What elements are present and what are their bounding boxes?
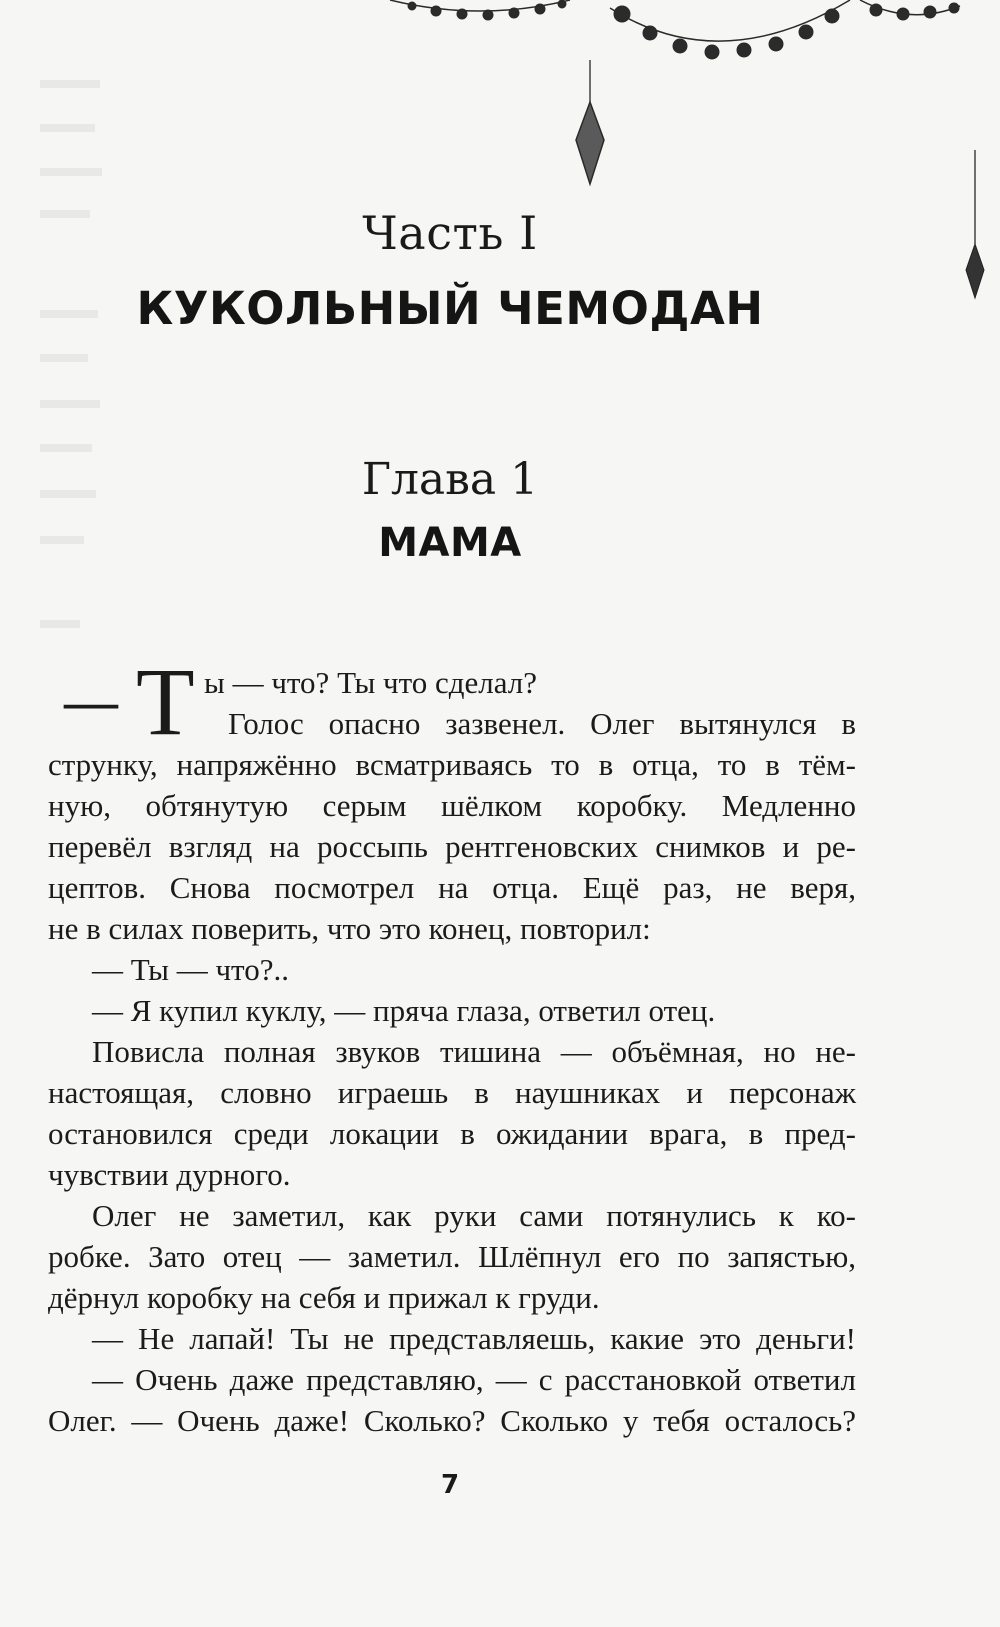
text-line: настоящая, словно играешь в наушниках и персонаж: [48, 1075, 856, 1110]
text-line: Олег не заметил, как руки сами потянулись к ко-: [92, 1198, 856, 1233]
part-label: Часть I: [362, 206, 538, 260]
text-line: перевёл взгляд на россыпь рентгеновских снимков и ре-: [48, 829, 856, 864]
text-line: ную, обтянутую серым шёлком коробку. Медленно: [48, 788, 856, 823]
garland-moon-decoration: [0, 0, 1000, 320]
text-line: ы — что? Ты что сделал?: [204, 665, 538, 700]
text-line: дёрнул коробку на себя и прижал к груди.: [48, 1280, 600, 1315]
text-line: Повисла полная звуков тишина — объёмная, но не-: [92, 1034, 856, 1069]
star-pendant-icon: [966, 150, 984, 298]
chapter-body: [48, 648, 856, 1441]
part-title: КУКОЛЬНЫЙ ЧЕМОДАН: [136, 282, 764, 335]
text-line: чувствии дурного.: [48, 1157, 291, 1192]
star-pendant-icon: [576, 60, 604, 184]
text-line: — Не лапай! Ты не представляешь, какие это деньги!: [92, 1321, 856, 1356]
text-line: Голос опасно зазвенел. Олег вытянулся в: [228, 706, 856, 741]
text-line: не в силах поверить, что это конец, повторил:: [48, 911, 651, 946]
opening-dash: —: [64, 671, 118, 731]
opening-paragraph: [48, 648, 856, 755]
text-line: Олег. — Очень даже! Сколько? Сколько у тебя осталось?: [48, 1403, 856, 1438]
text-line: — Ты — что?..: [92, 952, 289, 987]
crescent-moon-icon: [820, 56, 911, 193]
text-line: струнку, напряжённо всматриваясь то в отца, то в тём-: [48, 747, 856, 782]
text-line: — Очень даже представляю, — с расстановкой ответил: [92, 1362, 856, 1397]
bead-garland-icon: [390, 0, 960, 59]
page-number: 7: [440, 1470, 460, 1500]
drop-cap: Т: [136, 648, 195, 755]
text-line: остановился среди локации в ожидании врага, в пред-: [48, 1116, 856, 1151]
chapter-label: Глава 1: [361, 454, 539, 505]
bleed-through-shadow: [40, 60, 120, 680]
text-line: робке. Зато отец — заметил. Шлёпнул его по запястью,: [48, 1239, 856, 1274]
chapter-title: МАМА: [378, 520, 522, 566]
text-line: — Я купил куклу, — пряча глаза, ответил отец.: [92, 993, 716, 1028]
text-line: цептов. Снова посмотрел на отца. Ещё раз, не веря,: [48, 870, 856, 905]
